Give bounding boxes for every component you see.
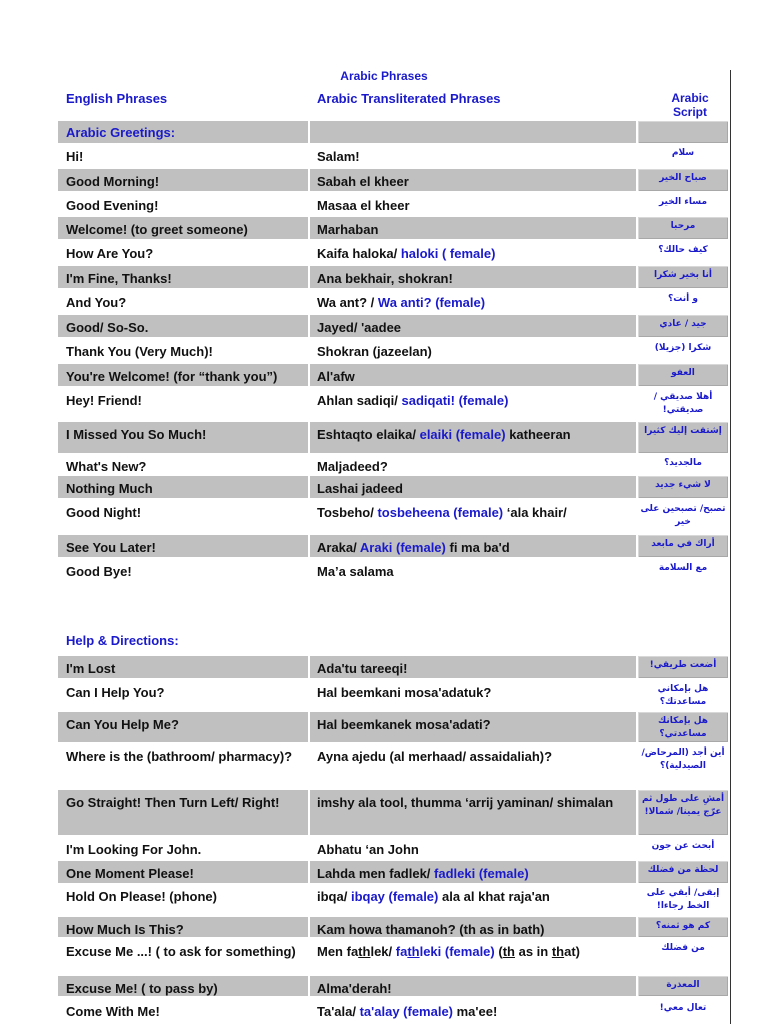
phrase-text: Sabah el kheer: [317, 174, 409, 189]
phrase-text: Lahda men fadlek/: [317, 866, 435, 881]
table-row: [58, 169, 730, 191]
english-phrase: Excuse Me! ( to pass by): [58, 976, 308, 996]
english-phrase: You're Welcome! (for “thank you”): [58, 364, 308, 386]
phrase-text: Al'afw: [317, 369, 355, 384]
female-variant: fadleki (female): [434, 866, 529, 881]
phrase-text: Ayna ajedu (al merhaad/ assaidaliah)?: [317, 749, 553, 764]
table-row: [58, 476, 730, 498]
table-row: [58, 241, 730, 263]
english-phrase: Good Evening!: [66, 198, 159, 213]
phrase-text: th: [502, 944, 515, 959]
empty-cell: [310, 121, 636, 143]
transliterated-phrase: [310, 454, 636, 474]
arabic-script: سلام: [671, 148, 695, 158]
page-edge-line: [730, 70, 731, 1024]
arabic-script: تصبح/ تصبحين على خير: [640, 504, 726, 527]
phrase-text: Shokran (jazeelan): [317, 344, 432, 359]
arabic-script: أنا بخير شكرا: [638, 266, 728, 288]
phrase-text: Ma’a salama: [317, 564, 394, 579]
arabic-script: مع السلامة: [658, 563, 708, 573]
table-row: [58, 712, 730, 742]
english-phrase: I'm Fine, Thanks!: [58, 266, 308, 288]
table-row: [58, 917, 730, 937]
transliterated-phrase: [310, 790, 636, 835]
female-variant: haloki ( female): [400, 246, 496, 261]
transliterated-phrase: [310, 217, 636, 239]
phrase-text: ‘ala khair/: [503, 505, 567, 520]
transliterated-phrase: [310, 535, 636, 557]
phrase-text: imshy ala tool, thumma ‘arrij yaminan/ shimalan: [317, 795, 614, 810]
arabic-script: لا شيء جديد: [638, 476, 728, 498]
table-row: [58, 339, 730, 362]
arabic-script: العفو: [638, 364, 728, 386]
phrase-text: at): [564, 944, 581, 959]
table-row: [58, 861, 730, 883]
transliterated-phrase: [310, 656, 636, 678]
english-phrase: Thank You (Very Much)!: [66, 344, 213, 359]
phrase-text: Ta'ala/: [317, 1004, 360, 1019]
empty-cell: [638, 121, 728, 143]
arabic-script: مساء الخير: [658, 197, 708, 207]
english-phrase: See You Later!: [58, 535, 308, 557]
english-phrase: How Much Is This?: [58, 917, 308, 937]
female-variant: ta'alay (female): [359, 1004, 454, 1019]
arabic-script: هل بإمكاني مساعدتك؟: [657, 684, 709, 707]
english-phrase: Come With Me!: [66, 1004, 160, 1019]
phrase-text: Ana bekhair, shokran!: [317, 271, 453, 286]
phrase-text: th: [358, 944, 371, 959]
arabic-script: أين أجد (المرحاض/ الصيدلية)؟: [641, 748, 725, 771]
arabic-script: أهلا صديقي /صديقتي!: [653, 392, 713, 415]
english-phrase: Can You Help Me?: [58, 712, 308, 742]
transliterated-phrase: [310, 241, 636, 263]
table-row: [58, 884, 730, 915]
arabic-script: و أنت؟: [668, 294, 698, 304]
table-row: [58, 364, 730, 386]
phrase-text: Hal beemkanek mosa'adati?: [317, 717, 491, 732]
female-variant: th: [407, 944, 420, 959]
header-arabic-script: Arabic Script: [671, 91, 709, 119]
phrase-text: Araka/: [317, 540, 360, 555]
phrase-text: ma'ee!: [453, 1004, 498, 1019]
arabic-script: هل بإمكانك مساعدتي؟: [638, 712, 728, 742]
english-phrase: Hey! Friend!: [66, 393, 142, 408]
female-variant: fa: [395, 944, 408, 959]
table-row: [58, 837, 730, 858]
table-row: [58, 454, 730, 474]
arabic-script: صباح الخير: [638, 169, 728, 191]
transliterated-phrase: [310, 339, 636, 362]
phrase-text: Alma'derah!: [317, 981, 392, 996]
female-variant: leki (female): [419, 944, 495, 959]
transliterated-phrase: [310, 193, 636, 215]
arabic-script: شكرا (جزيلا): [654, 343, 712, 353]
transliterated-phrase: [310, 388, 636, 420]
phrase-text: Abhatu ‘an John: [317, 842, 419, 857]
transliterated-phrase: [310, 744, 636, 788]
english-phrase: What's New?: [66, 459, 147, 474]
table-row: [58, 939, 730, 973]
transliterated-phrase: [310, 837, 636, 858]
transliterated-phrase: [310, 559, 636, 580]
english-phrase: I'm Lost: [58, 656, 308, 678]
transliterated-phrase: [310, 939, 636, 973]
phrase-text: Wa ant? /: [317, 295, 378, 310]
transliterated-phrase: [310, 169, 636, 191]
english-phrase: Go Straight! Then Turn Left/ Right!: [58, 790, 308, 835]
english-phrase: I'm Looking For John.: [66, 842, 202, 857]
transliterated-phrase: [310, 500, 636, 533]
table-row: [58, 217, 730, 239]
transliterated-phrase: [310, 422, 636, 453]
table-row: [58, 388, 730, 420]
phrase-text: Kam howa thamanoh? (th as in bath): [317, 922, 545, 937]
arabic-script: المعذرة: [638, 976, 728, 996]
english-phrase: Good Night!: [66, 505, 142, 520]
female-variant: tosbeheena (female): [377, 505, 504, 520]
phrase-text: Tosbeho/: [317, 505, 378, 520]
transliterated-phrase: [310, 364, 636, 386]
arabic-script: تعال معي!: [659, 1003, 707, 1013]
table-row: [58, 193, 730, 215]
english-phrase: One Moment Please!: [58, 861, 308, 883]
phrase-text: Lashai jadeed: [317, 481, 403, 496]
phrase-text: th: [551, 944, 565, 959]
table-row: [58, 290, 730, 312]
transliterated-phrase: [310, 976, 636, 996]
phrase-text: Maljadeed?: [317, 459, 388, 474]
table-row: [58, 422, 730, 453]
transliterated-phrase: [310, 917, 636, 937]
english-phrase: Good/ So-So.: [58, 315, 308, 337]
transliterated-phrase: [310, 884, 636, 915]
phrase-text: fi ma ba'd: [445, 540, 510, 555]
phrase-text: Marhaban: [317, 222, 379, 237]
phrase-text: Ada'tu tareeqi!: [317, 661, 408, 676]
transliterated-phrase: [310, 680, 636, 710]
table-row: [58, 976, 730, 996]
arabic-script: إبقى/ أبقي على الخط رجاءا!: [646, 888, 720, 911]
table-row: [58, 559, 730, 580]
header-transliterated: Arabic Transliterated Phrases: [317, 91, 501, 106]
english-phrase: Welcome! (to greet someone): [58, 217, 308, 239]
english-phrase: Hold On Please! (phone): [66, 889, 217, 904]
arabic-script: إشتقت إليك كثيرا: [638, 422, 728, 453]
english-phrase: Excuse Me ...! ( to ask for something): [66, 944, 296, 959]
english-phrase: And You?: [66, 295, 127, 310]
table-row: [58, 315, 730, 337]
transliterated-phrase: [310, 712, 636, 742]
table-row: [58, 790, 730, 835]
female-variant: Wa anti? (female): [377, 295, 486, 310]
transliterated-phrase: [310, 315, 636, 337]
phrase-text: Masaa el kheer: [317, 198, 410, 213]
arabic-script: من فضلك: [661, 943, 705, 953]
section-heading-greetings: Arabic Greetings:: [58, 121, 308, 143]
phrase-text: Men fa: [317, 944, 359, 959]
phrase-text: as in: [514, 944, 552, 959]
table-row: [58, 744, 730, 788]
english-phrase: Nothing Much: [58, 476, 308, 498]
english-phrase: Where is the (bathroom/ pharmacy)?: [66, 749, 293, 764]
arabic-script: كيف حالك؟: [658, 245, 708, 255]
phrase-text: Ahlan sadiqi/: [317, 393, 402, 408]
phrase-text: Kaifa haloka/: [317, 246, 401, 261]
header-english: English Phrases: [66, 91, 168, 106]
phrase-text: Salam!: [317, 149, 360, 164]
english-phrase: Hi!: [66, 149, 84, 164]
page-title: Arabic Phrases: [340, 69, 428, 83]
phrase-text: lek/: [370, 944, 396, 959]
transliterated-phrase: [310, 266, 636, 288]
table-row: [58, 999, 730, 1021]
english-phrase: Good Morning!: [58, 169, 308, 191]
english-phrase: How Are You?: [66, 246, 154, 261]
arabic-script: مالجديد؟: [664, 458, 702, 468]
table-row: [58, 500, 730, 533]
arabic-script: أمشِ على طول ثم عرّج يمينا/ شمالا!: [638, 790, 728, 835]
female-variant: elaiki (female): [419, 427, 506, 442]
arabic-script: كم هو ثمنه؟: [638, 917, 728, 937]
section-row-greetings: [58, 121, 730, 143]
english-phrase: Good Bye!: [66, 564, 132, 579]
female-variant: Araki (female): [359, 540, 446, 555]
english-phrase: Can I Help You?: [66, 685, 165, 700]
arabic-script: أضعت طريقي!: [638, 656, 728, 678]
phrase-text: ibqa/: [317, 889, 351, 904]
table-row: [58, 680, 730, 710]
transliterated-phrase: [310, 290, 636, 312]
table-row: [58, 656, 730, 678]
table-row: [58, 266, 730, 288]
transliterated-phrase: [310, 144, 636, 168]
arabic-script: لحظة من فضلك: [638, 861, 728, 883]
phrase-text: Jayed/ 'aadee: [317, 320, 402, 335]
phrase-text: (: [494, 944, 503, 959]
table-row: [58, 535, 730, 557]
english-phrase: I Missed You So Much!: [58, 422, 308, 453]
female-variant: ibqay (female): [350, 889, 439, 904]
phrase-text: Eshtaqto elaika/: [317, 427, 420, 442]
transliterated-phrase: [310, 476, 636, 498]
phrase-text: Hal beemkani mosa'adatuk?: [317, 685, 492, 700]
section-heading-directions: Help & Directions:: [66, 633, 179, 648]
phrase-text: katheeran: [505, 427, 571, 442]
arabic-script: جيد / عادي: [638, 315, 728, 337]
table-row: [58, 144, 730, 168]
transliterated-phrase: [310, 861, 636, 883]
transliterated-phrase: [310, 999, 636, 1021]
arabic-script: مرحبا: [638, 217, 728, 239]
arabic-script: أراك في مابعد: [638, 535, 728, 557]
arabic-script: أبحث عن جون: [651, 841, 715, 851]
female-variant: sadiqati! (female): [401, 393, 509, 408]
phrase-text: ala al khat raja'an: [438, 889, 550, 904]
